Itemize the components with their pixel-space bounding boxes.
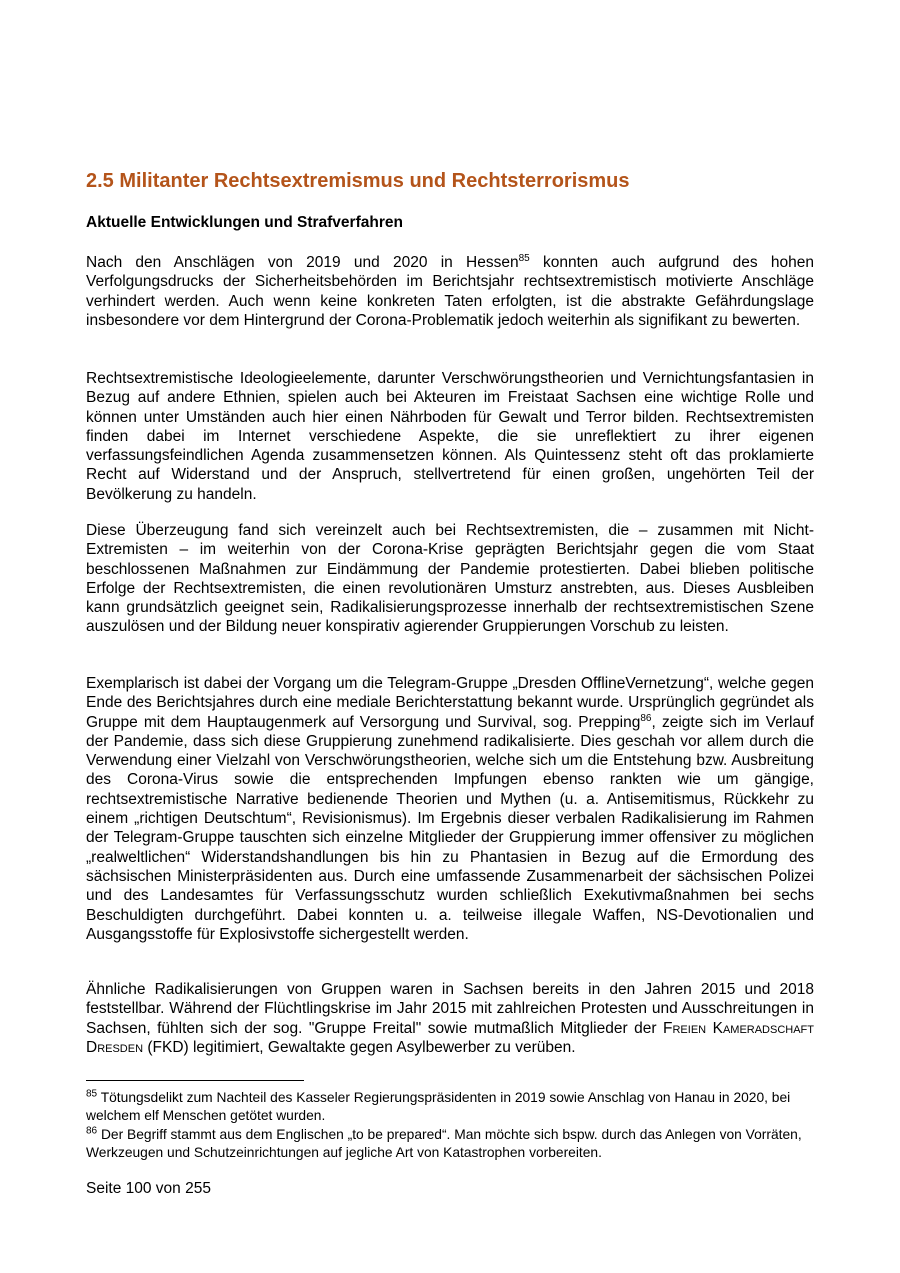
footnote-ref-85[interactable]: 85 — [518, 252, 530, 264]
page-number: Seite 100 von 255 — [86, 1180, 211, 1197]
paragraph-5-text-a: Ähnliche Radikalisierungen von Gruppen waren in Sachsen bereits in den Jahren 2015 und 2018 feststellbar. Während der Flüchtlingskrise im Jahr 2015 mit zahlreichen Protesten und Ausschreitungen in Sachsen, fühlten sich der sog. "Gruppe Freital" sowie mutmaßlich Mitglieder der — [86, 981, 814, 1037]
paragraph-5 — [86, 980, 814, 1057]
paragraph-4-text-a: Exemplarisch ist dabei der Vorgang um die Telegram-Gruppe „Dresden OfflineVernetzung“, welche gegen Ende des Berichtsjahres durch eine mediale Berichterstattung bekannt wurde. Ursprünglich gegründet als Gruppe mit dem Hauptaugenmerk auf Versorgung und Survival, sog. Prepping — [86, 675, 814, 731]
footnote-text: Tötungsdelikt zum Nachteil des Kasseler Regierungspräsidenten in 2019 sowie Anschlag von Hanau in 2020, bei welchem elf Menschen getötet wurden. — [86, 1090, 791, 1123]
paragraph-3: Diese Überzeugung fand sich vereinzelt auch bei Rechtsextremisten, die – zusammen mit Nicht-Extremisten – im weiterhin von der Corona-Krise geprägten Berichtsjahr gegen die vom Staat beschlossenen Maßnahmen zur Eindämmung der Pandemie protestierten. Dabei blieben politische Erfolge der Rechtsextremisten, die einen revolutionären Umsturz anstrebten, aus. Dieses Ausbleiben kann grundsätzlich geeignet sein, Radikalisierungsprozesse innerhalb der rechtsextremistischen Szene auszulösen und der Bildung neuer konspirativ agierender Gruppierungen Vorschub zu leisten. — [86, 522, 814, 636]
section-heading: 2.5 Militanter Rechtsextremismus und Rechtsterrorismus — [86, 170, 630, 192]
footnote-divider — [86, 1080, 304, 1081]
paragraph-2: Rechtsextremistische Ideologieelemente, darunter Verschwörungstheorien und Vernichtungsfantasien in Bezug auf andere Ethnien, spielen auch bei Akteuren im Freistaat Sachsen eine wichtige Rolle und können unter Umständen auch hier einen Nährboden für Gewalt und Terror bilden. Rechtsextremisten finden dabei im Internet verschiedene Aspekte, die sie unreflektiert zu ihrer eigenen verfassungsfeindlichen Agenda zusammensetzen können. Als Quintessenz steht oft das proklamierte Recht auf Widerstand und der Anspruch, stellvertretend für einen großen, ungehörten Teil der Bevölkerung zu handeln. — [86, 370, 814, 503]
footnote-text: Der Begriff stammt aus dem Englischen „to be prepared“. Man möchte sich bspw. durch das Anlegen von Vorräten, Werkzeugen und Schutzeinrichtungen auf jegliche Art von Katastrophen vorbereiten. — [86, 1127, 802, 1160]
paragraph-1 — [86, 253, 814, 330]
footnote-number: 85 — [86, 1088, 98, 1100]
footnote-86 — [86, 1126, 814, 1162]
footnote-ref-86[interactable]: 86 — [640, 712, 652, 724]
organization-name: Freien Kameradschaft Dresden — [86, 1019, 815, 1056]
footnote-number: 86 — [86, 1125, 98, 1137]
paragraph-1-text-b: konnten auch aufgrund des hohen Verfolgungsdrucks der Sicherheitsbehörden im Berichtsjahr rechtsextremistisch motivierte Anschläge verhindert werden. Auch wenn keine konkreten Taten erfolgten, ist die abstrakte Gefährdungslage insbesondere vor dem Hintergrund der Corona-Problematik jedoch weiterhin als signifikant zu bewerten. — [86, 254, 814, 329]
paragraph-1-text-a: Nach den Anschlägen von 2019 und 2020 in Hessen — [86, 254, 519, 271]
footnote-85 — [86, 1089, 814, 1125]
paragraph-5-text-b: (FKD) legitimiert, Gewaltakte gegen Asylbewerber zu verüben. — [143, 1038, 576, 1056]
section-subheading: Aktuelle Entwicklungen und Strafverfahren — [86, 214, 403, 231]
paragraph-4 — [86, 674, 814, 944]
paragraph-4-text-b: , zeigte sich im Verlauf der Pandemie, dass sich diese Gruppierung zunehmend radikalisierte. Dies geschah vor allem durch die Verwendung einer Vielzahl von Verschwörungstheorien, welche sich um die Entstehung bzw. Ausbreitung des Corona-Virus sowie die entsprechenden Impfungen ebenso rankten wie um gängige, rechtsextremistische Narrative bedienende Theorien und Mythen (u. a. Antisemitismus, Rückkehr zu einem „richtigen Deutschtum“, Revisionismus). Im Ergebnis dieser verbalen Radikalisierung im Rahmen der Telegram-Gruppe tauschten sich einzelne Mitglieder der Gruppierung immer offensiver zu möglichen „realweltlichen“ Widerstandshandlungen bis hin zu Phantasien in Bezug auf die Ermordung des sächsischen Ministerpräsidenten aus. Durch eine umfassende Zusammenarbeit der sächsischen Polizei und des Landesamtes für Verfassungsschutz wurden schließlich Exekutivmaßnahmen bei sechs Beschuldigten durchgeführt. Dabei konnten u. a. teilweise illegale Waffen, NS-Devotionalien und Ausgangsstoffe für Explosivstoffe sichergestellt werden. — [86, 713, 814, 943]
